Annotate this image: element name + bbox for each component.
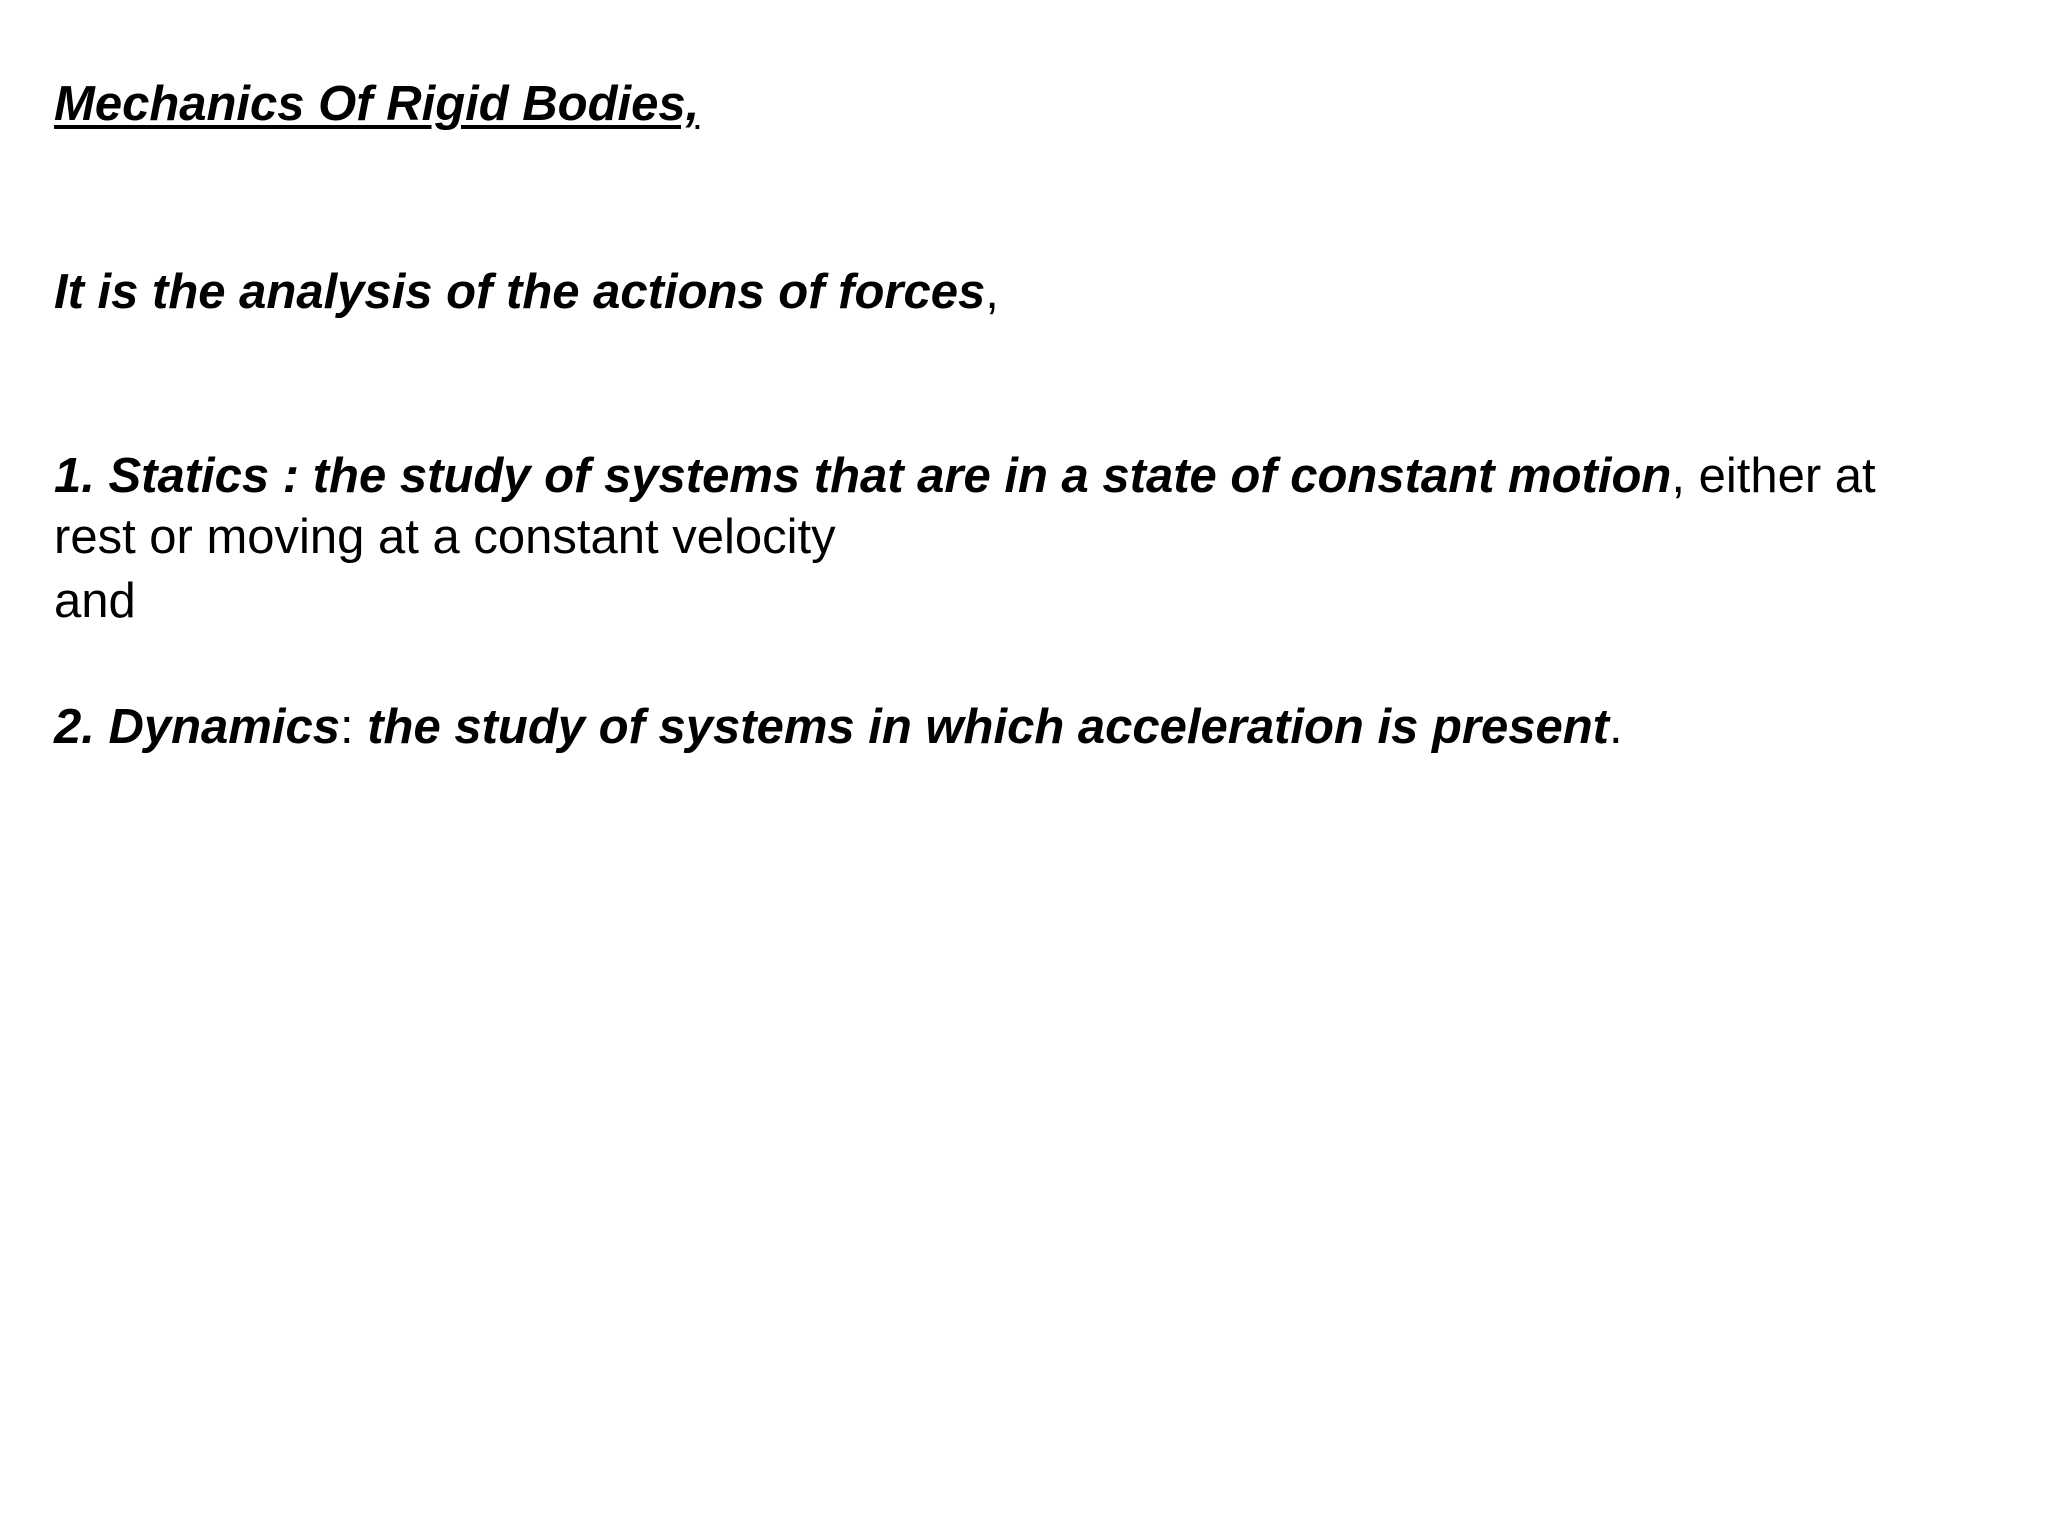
dynamics-separator: : bbox=[340, 700, 368, 754]
dynamics-label: 2. Dynamics bbox=[54, 700, 340, 754]
statics-first-line bbox=[54, 446, 2014, 507]
dynamics-definition: the study of systems in which acceleration is present bbox=[367, 700, 1609, 754]
statics-label: 1. Statics : bbox=[54, 449, 313, 503]
list-item-dynamics bbox=[54, 697, 2014, 758]
intro-emphasis: It is the analysis of the actions of forces bbox=[54, 265, 986, 319]
dynamics-trailing: . bbox=[1608, 700, 1623, 754]
statics-definition: the study of systems that are in a state of constant motion bbox=[312, 449, 1672, 503]
connector-word: and bbox=[54, 574, 136, 628]
intro-paragraph bbox=[54, 262, 999, 322]
slide-title: Mechanics Of Rigid Bodies, bbox=[54, 77, 700, 131]
statics-continuation-second: rest or moving at a constant velocity bbox=[54, 510, 836, 564]
list-item-statics bbox=[54, 446, 2014, 568]
intro-trailing: , bbox=[985, 265, 999, 319]
statics-continuation-first: , either at bbox=[1671, 449, 1876, 503]
